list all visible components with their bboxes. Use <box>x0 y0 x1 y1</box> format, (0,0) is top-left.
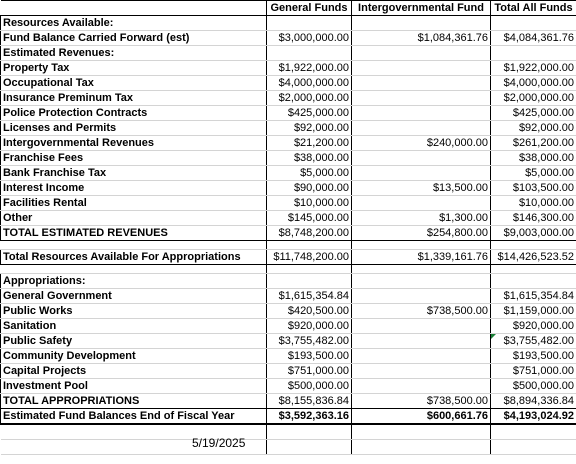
table-row-police-contracts <box>1 106 576 121</box>
intergovernmental-fund-cell[interactable] <box>352 289 491 304</box>
intergovernmental-fund-cell[interactable] <box>352 364 491 379</box>
intergovernmental-fund-cell[interactable]: $738,500.00 <box>352 394 491 409</box>
empty-cell[interactable] <box>491 274 576 289</box>
section-row-appropriations <box>1 274 576 289</box>
header-blank-cell[interactable] <box>1 1 267 16</box>
total-all-funds-cell[interactable]: $2,000,000.00 <box>491 91 576 106</box>
empty-cell[interactable] <box>267 46 352 61</box>
table-row-bank-franchise-tax <box>1 166 576 181</box>
general-funds-cell[interactable]: $193,500.00 <box>267 349 352 364</box>
total-all-funds-cell[interactable]: $261,200.00 <box>491 136 576 151</box>
general-funds-cell[interactable]: $1,922,000.00 <box>267 61 352 76</box>
row-label[interactable]: Investment Pool <box>1 379 267 394</box>
table-row-general-government <box>1 289 576 304</box>
intergovernmental-fund-cell[interactable]: $1,084,361.76 <box>352 31 491 46</box>
empty-cell[interactable] <box>352 424 491 440</box>
empty-cell[interactable] <box>1 265 267 274</box>
total-all-funds-cell[interactable]: $4,000,000.00 <box>491 76 576 91</box>
intergovernmental-fund-cell[interactable] <box>352 61 491 76</box>
general-funds-cell[interactable]: $3,592,363.16 <box>267 409 352 425</box>
table-row-insurance-tax <box>1 91 576 106</box>
header-total-all-funds[interactable]: Total All Funds <box>491 1 576 16</box>
table-row-public-works <box>1 304 576 319</box>
total-all-funds-cell[interactable]: $8,894,336.84 <box>491 394 576 409</box>
empty-cell[interactable] <box>267 16 352 31</box>
empty-cell[interactable] <box>352 16 491 31</box>
total-all-funds-cell[interactable]: $4,193,024.92 <box>491 409 576 425</box>
table-row-facilities-rental <box>1 196 576 211</box>
general-funds-cell[interactable]: $11,748,200.00 <box>267 250 352 265</box>
empty-cell[interactable] <box>491 16 576 31</box>
empty-cell[interactable] <box>267 274 352 289</box>
table-row-licenses <box>1 121 576 136</box>
intergovernmental-fund-cell[interactable] <box>352 379 491 394</box>
row-label[interactable]: TOTAL APPROPRIATIONS <box>1 394 267 409</box>
empty-cell[interactable] <box>491 241 576 250</box>
intergovernmental-fund-cell[interactable]: $1,339,161.76 <box>352 250 491 265</box>
empty-cell[interactable] <box>267 265 352 274</box>
row-label[interactable]: Insurance Preminum Tax <box>1 91 267 106</box>
row-label[interactable]: Intergovernmental Revenues <box>1 136 267 151</box>
general-funds-cell[interactable]: $3,755,482.00 <box>267 334 352 349</box>
table-row-total-resources <box>1 250 576 265</box>
empty-cell[interactable] <box>352 241 491 250</box>
general-funds-cell[interactable]: $8,155,836.84 <box>267 394 352 409</box>
intergovernmental-fund-cell[interactable] <box>352 91 491 106</box>
row-label[interactable]: Other <box>1 211 267 226</box>
row-label[interactable]: Community Development <box>1 349 267 364</box>
general-funds-cell[interactable]: $8,748,200.00 <box>267 226 352 241</box>
spacer-row <box>1 265 576 274</box>
total-all-funds-cell[interactable]: $10,000.00 <box>491 196 576 211</box>
general-funds-cell[interactable]: $10,000.00 <box>267 196 352 211</box>
total-all-funds-cell[interactable]: $38,000.00 <box>491 151 576 166</box>
table-row-other <box>1 211 576 226</box>
intergovernmental-fund-cell[interactable] <box>352 334 491 349</box>
total-all-funds-cell[interactable]: $14,426,523.52 <box>491 250 576 265</box>
total-all-funds-cell[interactable]: $1,159,000.00 <box>491 304 576 319</box>
total-all-funds-cell[interactable]: $92,000.00 <box>491 121 576 136</box>
row-label[interactable]: Fund Balance Carried Forward (est) <box>1 31 267 46</box>
row-label[interactable]: General Government <box>1 289 267 304</box>
row-label[interactable]: Public Safety <box>1 334 267 349</box>
print-date: 5/19/2025 <box>192 436 246 450</box>
total-all-funds-cell[interactable]: $500,000.00 <box>491 379 576 394</box>
section-row-resources <box>1 16 576 31</box>
table-row-franchise-fees <box>1 151 576 166</box>
intergovernmental-fund-cell[interactable] <box>352 106 491 121</box>
intergovernmental-fund-cell[interactable] <box>352 196 491 211</box>
row-label[interactable]: Estimated Fund Balances End of Fiscal Year <box>1 409 267 425</box>
intergovernmental-fund-cell[interactable]: $1,300.00 <box>352 211 491 226</box>
total-all-funds-cell[interactable]: $4,084,361.76 <box>491 31 576 46</box>
table-row-total-estimated-revenues <box>1 226 576 241</box>
row-label[interactable]: Facilities Rental <box>1 196 267 211</box>
total-all-funds-cell[interactable]: $5,000.00 <box>491 166 576 181</box>
intergovernmental-fund-cell[interactable]: $13,500.00 <box>352 181 491 196</box>
general-funds-cell[interactable]: $425,000.00 <box>267 106 352 121</box>
intergovernmental-fund-cell[interactable] <box>352 121 491 136</box>
row-label[interactable]: Police Protection Contracts <box>1 106 267 121</box>
general-funds-cell[interactable]: $500,000.00 <box>267 379 352 394</box>
header-row <box>1 1 576 16</box>
general-funds-cell[interactable]: $38,000.00 <box>267 151 352 166</box>
empty-cell[interactable] <box>352 274 491 289</box>
table-row-total-appropriations <box>1 394 576 409</box>
spacer-row <box>1 241 576 250</box>
section-label-estimated-revenues[interactable]: Estimated Revenues: <box>1 46 267 61</box>
section-label-appropriations[interactable]: Appropriations: <box>1 274 267 289</box>
total-all-funds-cell[interactable]: $1,922,000.00 <box>491 61 576 76</box>
total-all-funds-cell[interactable]: $193,500.00 <box>491 349 576 364</box>
total-all-funds-cell[interactable]: $3,755,482.00 <box>491 334 576 349</box>
total-all-funds-cell[interactable]: $920,000.00 <box>491 319 576 334</box>
row-label[interactable]: Bank Franchise Tax <box>1 166 267 181</box>
intergovernmental-fund-cell[interactable] <box>352 349 491 364</box>
total-all-funds-cell[interactable]: $1,615,354.84 <box>491 289 576 304</box>
intergovernmental-fund-cell[interactable] <box>352 76 491 91</box>
row-label[interactable]: Total Resources Available For Appropriations <box>1 250 267 265</box>
table-row-ending-fund-balance <box>1 409 576 425</box>
general-funds-cell[interactable]: $5,000.00 <box>267 166 352 181</box>
general-funds-cell[interactable]: $145,000.00 <box>267 211 352 226</box>
general-funds-cell[interactable]: $1,615,354.84 <box>267 289 352 304</box>
total-all-funds-cell[interactable]: $103,500.00 <box>491 181 576 196</box>
table-row-capital-projects <box>1 364 576 379</box>
row-label[interactable]: Occupational Tax <box>1 76 267 91</box>
table-row-occupational-tax <box>1 76 576 91</box>
intergovernmental-fund-cell[interactable] <box>352 151 491 166</box>
row-label[interactable]: Sanitation <box>1 319 267 334</box>
empty-cell[interactable] <box>491 424 576 440</box>
intergovernmental-fund-cell[interactable]: $738,500.00 <box>352 304 491 319</box>
empty-cell[interactable] <box>352 440 491 455</box>
header-intergovernmental-fund[interactable]: Intergovernmental Fund <box>352 1 491 16</box>
header-general-funds[interactable]: General Funds <box>267 1 352 16</box>
blank-row <box>1 440 576 455</box>
table-row-community-development <box>1 349 576 364</box>
total-all-funds-cell[interactable]: $425,000.00 <box>491 106 576 121</box>
table-row-sanitation <box>1 319 576 334</box>
table-row-fund-balance <box>1 31 576 46</box>
table-row-intergovernmental-revenues <box>1 136 576 151</box>
empty-cell[interactable] <box>267 424 352 440</box>
general-funds-cell[interactable]: $420,500.00 <box>267 304 352 319</box>
intergovernmental-fund-cell[interactable]: $600,661.76 <box>352 409 491 425</box>
row-label[interactable]: Public Works <box>1 304 267 319</box>
general-funds-cell[interactable]: $4,000,000.00 <box>267 76 352 91</box>
row-label[interactable]: Capital Projects <box>1 364 267 379</box>
table-row-investment-pool <box>1 379 576 394</box>
total-all-funds-cell[interactable]: $146,300.00 <box>491 211 576 226</box>
row-label[interactable]: Licenses and Permits <box>1 121 267 136</box>
table-row-public-safety <box>1 334 576 349</box>
row-label[interactable]: TOTAL ESTIMATED REVENUES <box>1 226 267 241</box>
empty-cell[interactable] <box>491 440 576 455</box>
general-funds-cell[interactable]: $2,000,000.00 <box>267 91 352 106</box>
section-label-resources-available[interactable]: Resources Available: <box>1 16 267 31</box>
empty-cell[interactable] <box>267 440 352 455</box>
intergovernmental-fund-cell[interactable]: $254,800.00 <box>352 226 491 241</box>
section-row-estimated-revenues <box>1 46 576 61</box>
general-funds-cell[interactable]: $751,000.00 <box>267 364 352 379</box>
table-row-interest-income <box>1 181 576 196</box>
total-all-funds-cell[interactable]: $9,003,000.00 <box>491 226 576 241</box>
intergovernmental-fund-cell[interactable] <box>352 319 491 334</box>
total-all-funds-cell[interactable]: $751,000.00 <box>491 364 576 379</box>
row-label[interactable]: Property Tax <box>1 61 267 76</box>
empty-cell[interactable] <box>352 46 491 61</box>
general-funds-cell[interactable]: $90,000.00 <box>267 181 352 196</box>
intergovernmental-fund-cell[interactable]: $240,000.00 <box>352 136 491 151</box>
empty-cell[interactable] <box>352 265 491 274</box>
empty-cell[interactable] <box>1 241 267 250</box>
comment-indicator-icon <box>491 334 496 339</box>
row-label[interactable]: Franchise Fees <box>1 151 267 166</box>
blank-row <box>1 424 576 440</box>
general-funds-cell[interactable]: $920,000.00 <box>267 319 352 334</box>
general-funds-cell[interactable]: $3,000,000.00 <box>267 31 352 46</box>
empty-cell[interactable] <box>491 46 576 61</box>
row-label[interactable]: Interest Income <box>1 181 267 196</box>
empty-cell[interactable] <box>491 265 576 274</box>
general-funds-cell[interactable]: $21,200.00 <box>267 136 352 151</box>
empty-cell[interactable] <box>267 241 352 250</box>
general-funds-cell[interactable]: $92,000.00 <box>267 121 352 136</box>
intergovernmental-fund-cell[interactable] <box>352 166 491 181</box>
table-row-property-tax <box>1 61 576 76</box>
